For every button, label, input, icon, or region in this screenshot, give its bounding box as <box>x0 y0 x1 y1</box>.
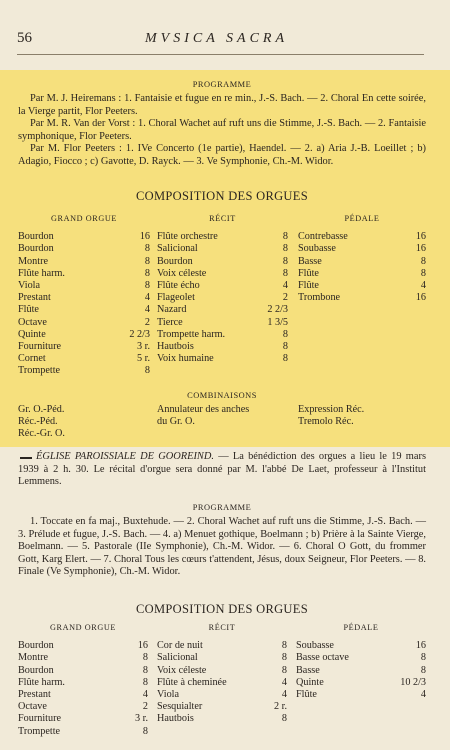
organ-stop <box>157 280 288 292</box>
stop-list <box>18 231 150 377</box>
stop-size: 4 <box>282 280 288 292</box>
combinaisons-col-2 <box>157 404 288 428</box>
pedale-heading: PÉDALE <box>344 214 380 223</box>
stop-size: 8 <box>144 365 150 377</box>
organ-stop <box>18 304 150 316</box>
gooreind-title: ÉGLISE PAROISSIALE DE GOOREIND. <box>36 451 214 462</box>
organ-stop <box>18 713 148 725</box>
organ-stop <box>157 292 288 304</box>
stop-name: Prestant <box>18 292 51 304</box>
organ-stop <box>298 256 426 268</box>
combination-item <box>18 404 143 416</box>
organ-stop <box>18 353 150 365</box>
stop-name: Montre <box>18 652 48 664</box>
programme-paragraph: Par M. R. Van der Vorst : 1. Choral Wachet auf ruft uns die Stimme, J.-S. Bach. — 2. Fantaisie symphonique, Flor Peeters. <box>18 118 426 142</box>
stop-size: 8 <box>282 328 288 340</box>
combination-list <box>18 404 143 441</box>
combination-list <box>157 404 288 428</box>
stop-size: 8 <box>282 231 288 243</box>
stop-size: 4 <box>420 689 426 701</box>
stop-name: Salicional <box>157 243 198 255</box>
stop-name: Voix céleste <box>157 267 207 279</box>
stop-name: Flûte <box>18 304 39 316</box>
gooreind-text: — La bénédiction des orgues a lieu le 19 mars 1939 à 2 h. 30. Le récital d'orgue sera donné par M. l'abbé De Laet, professeur à l'Institut Lemmens. <box>18 451 426 488</box>
stop-size: 16 <box>415 292 426 304</box>
stop-name: Trompette <box>18 365 61 377</box>
organ-stop <box>157 353 288 365</box>
organ-stop <box>18 292 150 304</box>
organ-stop <box>18 640 148 652</box>
stop-size: 2 <box>142 701 148 713</box>
stop-size: 8 <box>420 652 426 664</box>
stop-size: 5 r. <box>136 353 150 365</box>
stop-size: 8 <box>282 267 288 279</box>
stop-size: 16 <box>415 640 426 652</box>
organ-stop <box>18 726 148 738</box>
page-number: 56 <box>17 30 32 46</box>
stop-name: Basse <box>296 664 320 676</box>
stop-size: 2 <box>282 292 288 304</box>
stop-name: Flageolet <box>157 292 195 304</box>
stop-name: Fourniture <box>18 713 62 725</box>
organ-stop <box>18 701 148 713</box>
stop-name: Nazard <box>157 304 187 316</box>
organ-stop <box>298 231 426 243</box>
stop-name: Salicional <box>157 652 198 664</box>
combinaisons-col-1 <box>18 404 143 441</box>
stop-size: 16 <box>139 231 150 243</box>
combination-item <box>18 416 143 428</box>
stop-size: 8 <box>144 255 150 267</box>
stop-size: 4 <box>281 689 287 701</box>
stop-size: 8 <box>281 713 287 725</box>
stop-name: Bourdon <box>18 231 54 243</box>
journal-title: MVSICA SACRA <box>145 31 289 46</box>
stop-name: Flûte orchestre <box>157 231 218 243</box>
organ-stop <box>18 689 148 701</box>
stop-name: Bourdon <box>18 640 54 652</box>
stop-size: 8 <box>282 341 288 353</box>
stop-name: Trombone <box>298 292 341 304</box>
programme-text-1 <box>18 93 426 169</box>
stop-name: Bourdon <box>18 664 54 676</box>
organ-stop <box>18 365 150 377</box>
combination-label: Réc.-Gr. O. <box>18 428 65 440</box>
pedale-column-2 <box>296 622 426 701</box>
stop-name: Hautbois <box>157 341 194 353</box>
organ-stop <box>157 256 288 268</box>
stop-size: 16 <box>415 243 426 255</box>
stop-size: 8 <box>142 652 148 664</box>
stop-size: 10 2/3 <box>400 676 426 688</box>
stop-size: 2 r. <box>273 701 287 713</box>
combination-label: du Gr. O. <box>157 416 195 428</box>
stop-size: 8 <box>142 676 148 688</box>
organ-stop <box>157 317 288 329</box>
combination-label: Tremolo Réc. <box>298 416 354 428</box>
organ-stop <box>157 701 287 713</box>
stop-name: Tierce <box>157 316 183 328</box>
composition-title-2: COMPOSITION DES ORGUES <box>136 602 308 616</box>
programme-heading-1: PROGRAMME <box>192 80 252 89</box>
stop-name: Contrebasse <box>298 231 348 243</box>
stop-name: Hautbois <box>157 713 194 725</box>
organ-stop <box>18 677 148 689</box>
organ-stop <box>157 243 288 255</box>
organ-stop <box>157 341 288 353</box>
stop-name: Montre <box>18 255 48 267</box>
stop-size: 8 <box>142 725 148 737</box>
combination-label: Gr. O.-Péd. <box>18 404 65 415</box>
organ-stop <box>296 652 426 664</box>
composition-title-1: COMPOSITION DES ORGUES <box>136 189 308 203</box>
stop-name: Octave <box>18 701 47 713</box>
stop-name: Flûte à cheminée <box>157 676 227 688</box>
organ-stop <box>296 640 426 652</box>
combination-label: Annulateur des anches <box>157 404 250 415</box>
stop-name: Flûte <box>298 280 319 292</box>
stop-name: Flûte harm. <box>18 676 65 688</box>
stop-name: Bourdon <box>157 255 193 267</box>
stop-size: 16 <box>415 231 426 243</box>
stop-size: 8 <box>144 280 150 292</box>
combination-item <box>298 404 426 416</box>
organ-stop <box>157 304 288 316</box>
organ-stop <box>157 665 287 677</box>
combination-item <box>157 416 288 428</box>
recit-heading: RÉCIT <box>208 623 236 632</box>
programme-heading-2: PROGRAMME <box>192 503 252 512</box>
stop-name: Voix céleste <box>157 664 207 676</box>
stop-name: Cor de nuit <box>157 640 203 652</box>
stop-name: Prestant <box>18 689 51 701</box>
grand-orgue-column-2 <box>18 622 148 738</box>
organ-stop <box>18 280 150 292</box>
organ-stop <box>298 280 426 292</box>
stop-size: 8 <box>420 255 426 267</box>
stop-size: 8 <box>282 353 288 365</box>
stop-size: 8 <box>420 664 426 676</box>
grand-orgue-heading: GRAND ORGUE <box>51 214 117 223</box>
stop-name: Basse octave <box>296 652 349 664</box>
stop-name: Bourdon <box>18 243 54 255</box>
combination-list <box>298 404 426 428</box>
stop-size: 2 2/3 <box>129 328 150 340</box>
stop-name: Quinte <box>18 328 46 340</box>
organ-stop <box>157 231 288 243</box>
stop-name: Cornet <box>18 353 46 365</box>
stop-size: 4 <box>281 676 287 688</box>
stop-size: 8 <box>144 243 150 255</box>
stop-name: Octave <box>18 316 47 328</box>
programme-paragraph: 1. Toccate en fa maj., Buxtehude. — 2. Choral Wachet auf ruft uns die Stimme, J.-S. Bach. — 3. Prélude et fugue, J.-S. Bach. — 4. a) Menuet gothique, Boelmann ; b) Prière à la Sainte Vierge, Boelmann. — 5. Pastorale (IIe Symphonie), Ch.-M. Widor. — 6. Choral O Gott, du frommer Gott, Karg Elert. — 7. Choral Tous les cœurs t'attendent, Jésus, doux Seigneur, Flor Peeters. — 8. Finale (Ve Symphonie), Ch.-M. Widor. <box>18 516 426 578</box>
grand-orgue-column-1 <box>18 213 150 378</box>
organ-stop <box>296 689 426 701</box>
stop-list <box>157 231 288 365</box>
combinaisons-col-3 <box>298 404 426 428</box>
stop-size: 8 <box>144 267 150 279</box>
stop-list <box>18 640 148 738</box>
stop-size: 16 <box>137 640 148 652</box>
stop-name: Quinte <box>296 676 324 688</box>
organ-stop <box>157 329 288 341</box>
organ-stop <box>18 652 148 664</box>
stop-name: Trompette harm. <box>157 328 226 340</box>
stop-size: 8 <box>142 664 148 676</box>
page-header <box>0 0 450 58</box>
programme-paragraph: Par M. J. Heiremans : 1. Fantaisie et fugue en re min., J.-S. Bach. — 2. Choral En cette soirée, la Vierge partit, Flor Peeters. <box>18 93 426 117</box>
stop-size: 8 <box>281 664 287 676</box>
combination-item <box>18 428 143 440</box>
stop-size: 4 <box>142 689 148 701</box>
organ-stop <box>298 292 426 304</box>
programme-text-2 <box>18 516 426 579</box>
organ-stop <box>18 256 150 268</box>
recit-column-2 <box>157 622 287 726</box>
gooreind-intro <box>18 451 426 489</box>
stop-list <box>296 640 426 701</box>
stop-name: Voix humaine <box>157 353 214 365</box>
recit-heading: RÉCIT <box>209 214 236 223</box>
stop-list <box>157 640 287 725</box>
stop-name: Soubasse <box>298 243 336 255</box>
organ-stop <box>157 689 287 701</box>
stop-size: 4 <box>144 304 150 316</box>
pedale-column-1 <box>298 213 426 304</box>
stop-name: Flûte <box>296 689 317 701</box>
organ-stop <box>298 243 426 255</box>
organ-stop <box>18 243 150 255</box>
stop-name: Flûte harm. <box>18 267 65 279</box>
combination-item <box>298 416 426 428</box>
organ-stop <box>157 652 287 664</box>
combination-label: Expression Réc. <box>298 404 365 415</box>
organ-stop <box>18 231 150 243</box>
stop-size: 2 <box>144 316 150 328</box>
combination-label: Réc.-Péd. <box>18 416 58 428</box>
stop-size: 8 <box>281 652 287 664</box>
organ-stop <box>18 268 150 280</box>
organ-stop <box>157 713 287 725</box>
stop-name: Fourniture <box>18 341 62 353</box>
organ-stop <box>298 268 426 280</box>
stop-name: Sesquialter <box>157 701 203 713</box>
stop-size: 4 <box>420 280 426 292</box>
stop-size: 2 2/3 <box>267 304 288 316</box>
organ-stop <box>18 317 150 329</box>
organ-stop <box>296 677 426 689</box>
stop-size: 8 <box>282 243 288 255</box>
grand-orgue-heading: GRAND ORGUE <box>50 623 116 632</box>
stop-name: Flûte écho <box>157 280 200 292</box>
stop-size: 3 r. <box>134 713 148 725</box>
recit-column-1 <box>157 213 288 365</box>
organ-stop <box>157 268 288 280</box>
stop-size: 8 <box>420 267 426 279</box>
programme-paragraph: Par M. Flor Peeters : 1. IVe Concerto (1e partie), Haendel. — 2. a) Aria J.-B. Loeillet ; b) Adagio, Fiocco ; c) Gavotte, D. Rayck. — 3. Ve Symphonie, Ch.-M. Widor. <box>18 143 426 167</box>
organ-stop <box>18 665 148 677</box>
header-rule <box>17 54 424 55</box>
organ-stop <box>157 677 287 689</box>
stop-name: Soubasse <box>296 640 334 652</box>
stop-size: 8 <box>281 640 287 652</box>
stop-name: Basse <box>298 255 322 267</box>
combination-item <box>157 404 288 416</box>
stop-size: 3 r. <box>136 341 150 353</box>
stop-size: 1 3/5 <box>267 316 288 328</box>
organ-stop <box>18 341 150 353</box>
stop-list <box>298 231 426 304</box>
stop-size: 4 <box>144 292 150 304</box>
organ-stop <box>296 665 426 677</box>
organ-stop <box>18 329 150 341</box>
stop-name: Trompette <box>18 725 61 737</box>
pedale-heading: PÉDALE <box>343 623 379 632</box>
stop-size: 8 <box>282 255 288 267</box>
stop-name: Flûte <box>298 267 319 279</box>
stop-name: Viola <box>18 280 41 292</box>
organ-stop <box>157 640 287 652</box>
combinaisons-heading: COMBINAISONS <box>187 391 257 400</box>
stop-name: Viola <box>157 689 180 701</box>
